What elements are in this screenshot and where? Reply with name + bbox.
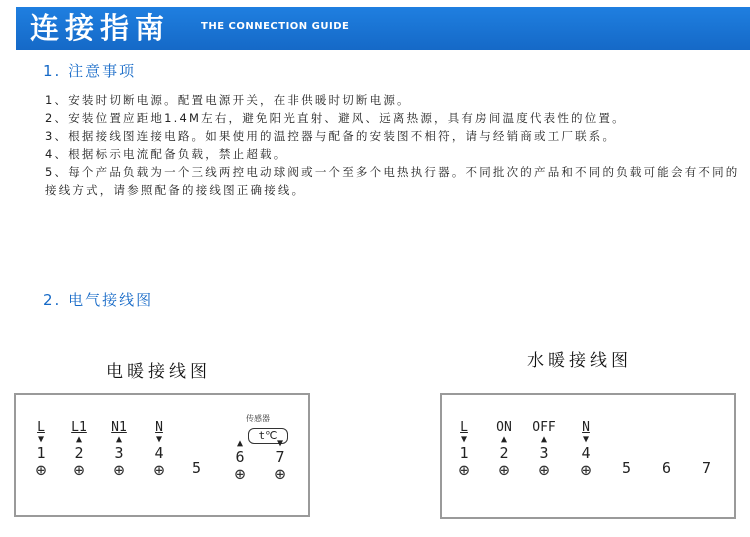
electric-wiring-panel — [14, 393, 310, 517]
electric-diagram-title: 电暖接线图 — [106, 362, 211, 382]
terminal-number: 4 — [154, 444, 164, 462]
terminal-number: 6 — [235, 448, 245, 466]
water-terminal-1 — [453, 421, 475, 481]
terminal-label: L1 — [71, 420, 87, 435]
down-arrow-icon: ▼ — [37, 434, 45, 445]
up-arrow-icon: ▲ — [75, 434, 83, 445]
screw-terminal-icon: ⊕ — [274, 464, 286, 485]
down-arrow-icon: ▼ — [155, 434, 163, 445]
terminal-number: 7 — [275, 448, 285, 466]
electric-terminal-1 — [30, 421, 52, 481]
water-wiring-panel — [440, 393, 736, 519]
note-line-3: 3、根据接线图连接电路。如果使用的温控器与配备的安装图不相符，请与经销商或工厂联系。 — [45, 129, 617, 143]
screw-terminal-icon: ⊕ — [73, 460, 85, 481]
page-subtitle: THE CONNECTION GUIDE — [201, 21, 350, 32]
water-terminal-5-number: 5 — [622, 459, 632, 477]
water-diagram-title: 水暖接线图 — [527, 351, 632, 371]
electric-terminal-2 — [68, 421, 90, 481]
up-arrow-icon: ▲ — [115, 434, 123, 445]
terminal-label: OFF — [532, 420, 556, 435]
electric-terminal-4 — [148, 421, 170, 481]
note-line-4: 4、根据标示电流配备负载，禁止超载。 — [45, 147, 288, 161]
terminal-label: N — [155, 420, 163, 435]
electric-terminal-7 — [269, 439, 291, 485]
terminal-number: 2 — [74, 444, 84, 462]
screw-terminal-icon: ⊕ — [234, 464, 246, 485]
terminal-label: L — [460, 420, 468, 435]
terminal-number: 4 — [581, 444, 591, 462]
terminal-number: 2 — [499, 444, 509, 462]
section1-heading: 1. 注意事项 — [43, 62, 137, 80]
screw-terminal-icon: ⊕ — [580, 460, 592, 481]
down-arrow-icon: ▼ — [460, 434, 468, 445]
water-terminal-4 — [575, 421, 597, 481]
water-terminal-6-number: 6 — [662, 459, 672, 477]
terminal-label: L — [37, 420, 45, 435]
terminal-label: N — [582, 420, 590, 435]
up-arrow-icon: ▲ — [236, 438, 244, 449]
sensor-label: 传感器 — [246, 414, 270, 423]
terminal-number: 3 — [539, 444, 549, 462]
note-line-1: 1、安装时切断电源。配置电源开关，在非供暖时切断电源。 — [45, 93, 411, 107]
screw-terminal-icon: ⊕ — [35, 460, 47, 481]
screw-terminal-icon: ⊕ — [498, 460, 510, 481]
electric-terminal-5-number: 5 — [192, 459, 202, 477]
water-terminal-2 — [489, 421, 519, 481]
electric-terminal-3 — [108, 421, 130, 481]
terminal-number: 1 — [459, 444, 469, 462]
up-arrow-icon: ▲ — [540, 434, 548, 445]
page-title: 连接指南 — [30, 11, 171, 45]
water-terminal-3 — [526, 421, 562, 481]
note-line-5: 5、每个产品负载为一个三线两控电动球阀或一个至多个电热执行器。不同批次的产品和不同的负载可能会有不同的接线方式，请参照配备的接线图正确接线。 — [45, 165, 740, 197]
water-terminal-7-number: 7 — [702, 459, 712, 477]
notes-list — [45, 91, 745, 199]
up-arrow-icon: ▲ — [500, 434, 508, 445]
screw-terminal-icon: ⊕ — [538, 460, 550, 481]
down-arrow-icon: ▼ — [582, 434, 590, 445]
down-arrow-icon: ▼ — [276, 438, 284, 449]
header-banner — [16, 7, 750, 50]
terminal-label: N1 — [111, 420, 127, 435]
terminal-label: ON — [496, 420, 512, 435]
screw-terminal-icon: ⊕ — [153, 460, 165, 481]
electric-terminal-6 — [229, 439, 251, 485]
sensor-symbol: t℃ — [248, 428, 288, 444]
terminal-number: 3 — [114, 444, 124, 462]
screw-terminal-icon: ⊕ — [458, 460, 470, 481]
screw-terminal-icon: ⊕ — [113, 460, 125, 481]
note-line-2: 2、安装位置应距地1.4M左右，避免阳光直射、避风、远离热源，具有房间温度代表性的位置。 — [45, 111, 626, 125]
section2-heading: 2. 电气接线图 — [43, 291, 154, 309]
terminal-number: 1 — [36, 444, 46, 462]
